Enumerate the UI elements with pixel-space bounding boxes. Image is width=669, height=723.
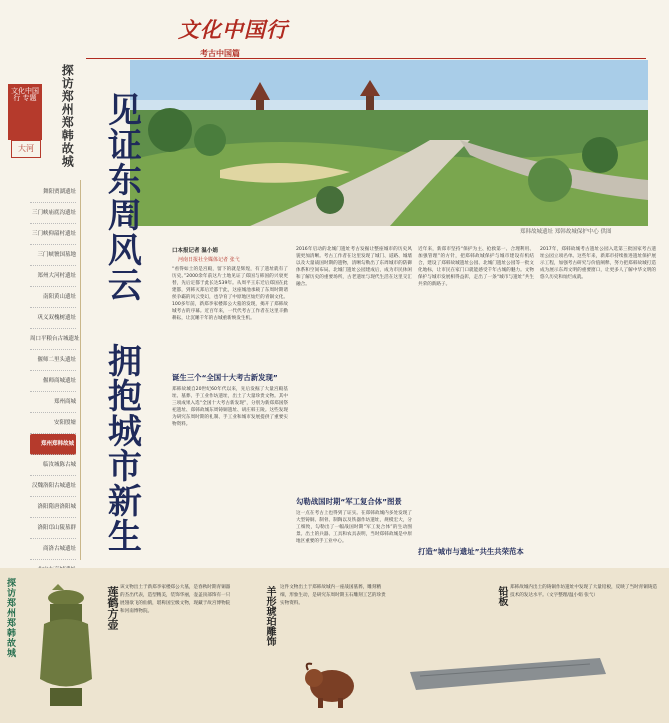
artifact-desc-2: 这件文物出土于郑韩故城内一座战国墓葬，雕刻精细，形象生动，是研究东周时期玉石雕刻工艺的珍贵实物资料。 bbox=[280, 585, 386, 606]
body-column-4: 2017年，郑韩故城考古遗址公园入选第三批国家考古遗址公园立项名单。这些年来，新郑市持续推进遗址保护展示工程，加强考古研究与价值阐释，努力把郑韩故城打造成为展示东周文明的重要窗口，让更多人了解中华文明的悠久历史和灿烂成就。 bbox=[540, 247, 656, 281]
park-photo-illustration bbox=[130, 60, 648, 226]
site-item[interactable]: 汉魏洛阳古城遗址 bbox=[30, 476, 76, 497]
lead-plate-illustration bbox=[410, 650, 610, 694]
column-subtitle: 考古中国篇 bbox=[200, 49, 240, 58]
section-badge: 文化中国行 专题 bbox=[8, 84, 42, 140]
column-title: 文化中国行 bbox=[178, 17, 288, 42]
site-item[interactable]: 安阳殷墟 bbox=[30, 413, 76, 434]
artifact-desc-1: 该文物出土于新郑李家楼郑公大墓，是春秋时期青铜器的杰出代表，造型精美，装饰华丽，壶盖顶部饰有一只展翅欲飞的仙鹤，堪称国宝级文物，现藏于故宫博物院和河南博物院。 bbox=[120, 585, 231, 614]
subhead-2: 勾勒战国时期“军工复合体”图景 bbox=[296, 497, 402, 506]
lead-photo bbox=[130, 60, 648, 226]
site-item[interactable]: 商洛古城遗址 bbox=[30, 539, 76, 560]
artifact-name-2: 羊形琥珀雕饰 bbox=[264, 586, 275, 646]
body-column-2b: 这一点在考古上也得到了证实。在郑韩故城内多处发现了大型铸铜、制骨、制陶以及铁器作坊遗址，规模宏大，分工细致，勾勒出了一幅战国时期“军工复合体”的生动图景。出土的兵器、工具和农具表明，当时郑韩故城是中原地区重要的手工业中心。 bbox=[296, 511, 412, 545]
site-item[interactable]: 三门峡虢国墓地 bbox=[30, 245, 76, 266]
artifact-desc-3: 郑韩故城内出土的铸铜作坊遗址中发现了大量铅板，反映了当时青铜铸造技术的发达水平。（文字整理/温小娟 张弋） bbox=[510, 585, 658, 598]
photo-caption: 郑韩故城遗址 郑韩故城保护中心 供图 bbox=[520, 229, 612, 235]
amber-sheep-illustration bbox=[300, 656, 360, 712]
site-item[interactable]: 偃师商城遗址 bbox=[30, 371, 76, 392]
body-column-2: 2016年启动的北城门遗址考古发掘让整座城市的历史风貌更加清晰。考古工作者在这里发现了城门、道路、城墙以及大量战国时期的遗物，清晰勾勒出了东周城市的防御体系和空间布局。北城门遗址公园建成后，成为市民休闲和了解历史的重要场所，古老遗址与现代生活在这里交汇融合。 bbox=[296, 247, 412, 288]
bronze-pot-illustration bbox=[36, 584, 96, 716]
site-list-rule bbox=[80, 180, 81, 560]
artifact-band-title: 探访郑州郑韩故城 bbox=[5, 578, 15, 658]
site-item[interactable]: 周口平粮台古城遗址 bbox=[30, 329, 76, 350]
site-item[interactable]: 郑州商城 bbox=[30, 392, 76, 413]
site-item[interactable]: 郑州大河村遗址 bbox=[30, 266, 76, 287]
body-column-1b: 郑韩故城自20世纪60年代以来，先后发掘了大量宫殿基址、墓葬、手工业作坊遗址，出土了大量珍贵文物。其中三项成果入选“全国十大考古新发现”，分别为新郑郑国祭祀遗址、郑韩故城东周铸铜遗址、胡庄韩王陵。这些发现为研究东周时期的礼制、手工业和城市发展提供了重要实物资料。 bbox=[172, 387, 288, 428]
byline-reporter: 口本报记者 温小娟 bbox=[172, 248, 218, 254]
site-item[interactable]: 洛阳隋唐洛阳城 bbox=[30, 497, 76, 518]
site-item[interactable]: 巩义双槐树遗址 bbox=[30, 308, 76, 329]
series-title: 探访郑州郑韩故城 bbox=[60, 64, 75, 168]
subhead-3: 打造“城市与遗址”共生共荣范本 bbox=[418, 547, 524, 556]
site-item[interactable]: 临汝城陈古城 bbox=[30, 455, 76, 476]
site-list bbox=[30, 182, 80, 623]
artifact-name-3: 铅板 bbox=[496, 586, 507, 606]
headline: 见证东周风云 拥抱城市新生 bbox=[101, 92, 142, 553]
body-column-1: “看得如土的是宫殿，留下的就是辉煌，有了遗址就有了历史。”2000余年前这片土地见证了郑国与韩国的兴衰更替，先后定都于此长达539年。从周平王东迁后郑国在此建都，到韩灭郑后迁都于此，这座城池承载了东周时期诸侯争霸的风云变幻，也孕育了中原地区灿烂的青铜文化。100多年前，新郑李家楼郑公大墓的发现，揭开了郑韩故城考古的序幕。近百年来，一代代考古工作者在这里辛勤耕耘，让沉睡千年的古城重新焕发生机。 bbox=[172, 267, 288, 322]
site-item-active[interactable]: 郑州郑韩故城 bbox=[30, 434, 76, 455]
site-item[interactable]: 三门峡仰韶村遗址 bbox=[30, 224, 76, 245]
site-item[interactable]: 洛阳邙山陵墓群 bbox=[30, 518, 76, 539]
section-badge-sub: 大河 bbox=[11, 140, 41, 158]
artifact-name-1: 莲鹤方壶 bbox=[106, 586, 119, 630]
body-column-3: 近年来，新郑市坚持“保护为主、抢救第一、合理利用、加强管理”的方针，把郑韩故城保护与城市建设有机结合，建设了郑韩故城遗址公园、北城门遗址公园等一批文化地标，让市民在家门口就能感受千年古城的魅力。文物保护与城市发展相得益彰，走出了一条“城市与遗址”共生共荣的新路子。 bbox=[418, 247, 534, 288]
site-item[interactable]: 三门峡庙底沟遗址 bbox=[30, 203, 76, 224]
site-item[interactable]: 南阳黄山遗址 bbox=[30, 287, 76, 308]
byline-media: 河南日报社全媒体记者 张弋 bbox=[178, 257, 240, 263]
header-rule bbox=[86, 58, 646, 59]
site-item[interactable]: 舞阳贾湖遗址 bbox=[30, 182, 76, 203]
site-item[interactable]: 偃师二里头遗址 bbox=[30, 350, 76, 371]
subhead-1: 诞生三个“全国十大考古新发现” bbox=[172, 373, 278, 382]
